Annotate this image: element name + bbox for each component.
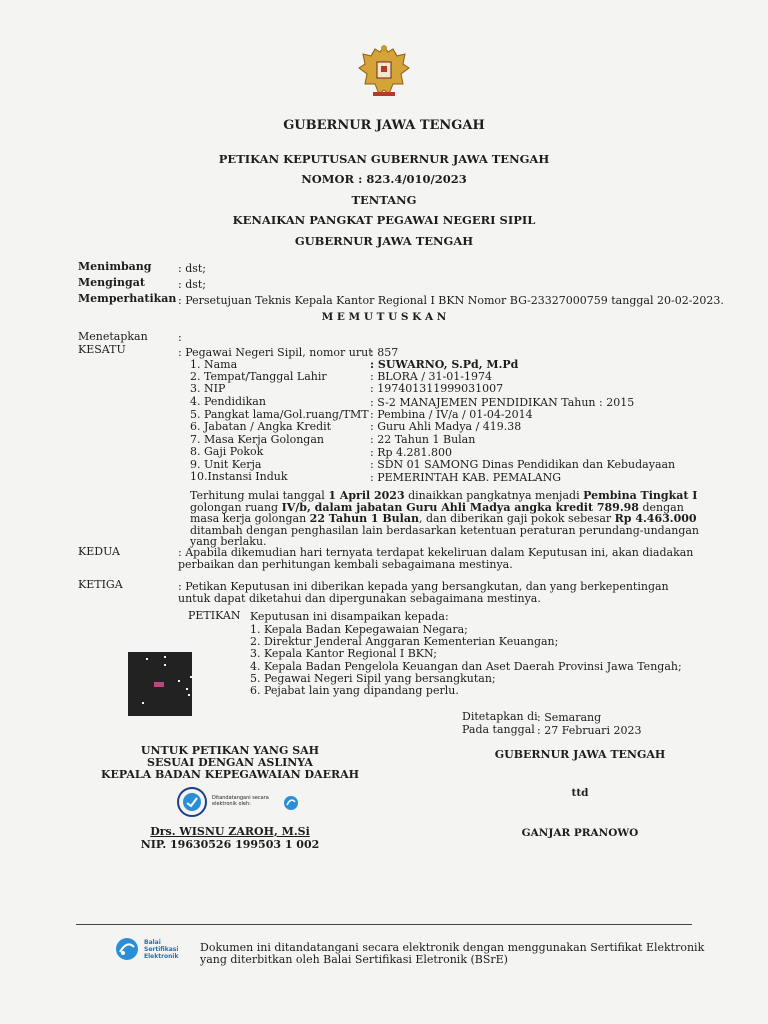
field-value: : Guru Ahli Madya / 419.38	[370, 420, 522, 433]
field-label: 10.Instansi Induk	[190, 470, 288, 483]
kedua-label: KEDUA	[78, 545, 120, 558]
field-value: : PEMERINTAH KAB. PEMALANG	[370, 471, 562, 484]
mengingat-value: : dst;	[178, 278, 207, 291]
field-label: 8. Gaji Pokok	[190, 445, 264, 458]
field-label: 7. Masa Kerja Golongan	[190, 433, 324, 446]
menetapkan-label: Menetapkan	[78, 330, 148, 343]
field-label: 2. Tempat/Tanggal Lahir	[190, 370, 327, 383]
menetapkan-colon: :	[178, 331, 182, 344]
list-item: 5. Pegawai Negeri Sipil yang bersangkutan;	[250, 672, 496, 685]
field-label: 1. Nama	[190, 358, 238, 371]
field-label: 6. Jabatan / Angka Kredit	[190, 420, 332, 433]
decree-subject: KENAIKAN PANGKAT PEGAWAI NEGERI SIPIL	[232, 213, 536, 227]
field-value: : SDN 01 SAMONG Dinas Pendidikan dan Kebudayaan	[370, 458, 676, 471]
ditetapkan-value: : Semarang	[537, 711, 602, 724]
bsre-logo-icon	[282, 794, 300, 812]
decree-about: TENTANG	[351, 193, 417, 207]
field-value: : Pembina / IV/a / 01-04-2014	[370, 408, 533, 421]
memutuskan-heading: M E M U T U S K A N	[321, 311, 447, 323]
menimbang-value: : dst;	[178, 262, 207, 275]
field-label: 4. Pendidikan	[190, 395, 266, 408]
right-sig-ttd: ttd	[571, 787, 589, 799]
footer-line2: yang diterbitkan oleh Balai Sertifikasi Eletronik (BSrE)	[200, 953, 508, 966]
bsre-seal-icon	[176, 786, 208, 818]
list-item: 3. Kepala Kantor Regional I BKN;	[250, 647, 437, 660]
kesatu-paragraph: Terhitung mulai tanggal 1 April 2023 dinaikkan pangkatnya menjadi Pembina Tingkat I golongan ruang IV/b, dalam jabatan Guru Ahli Madya angka kredit 789.98 dengan masa kerja golongan 22 Tahun 1 Bulan, dan diberikan gaji pokok sebesar Rp 4.463.000 ditambah dengan penghasilan lain berdasarkan ketentuan peraturan perundang-undangan yang berlaku.	[190, 489, 700, 549]
ketiga-label: KETIGA	[78, 578, 123, 591]
footer-line1: Dokumen ini ditandatangani secara elektronik dengan menggunakan Sertifikat Elektronik	[200, 941, 705, 954]
field-label: 5. Pangkat lama/Gol.ruang/TMT	[190, 408, 369, 421]
petikan-intro: Keputusan ini disampaikan kepada:	[250, 610, 449, 623]
tanggal-value: : 27 Februari 2023	[537, 724, 642, 737]
field-value: : BLORA / 31-01-1974	[370, 370, 492, 383]
right-sig-title: GUBERNUR JAWA TENGAH	[494, 748, 666, 761]
memperhatikan-label: Memperhatikan	[78, 292, 177, 305]
qr-code	[128, 652, 192, 716]
decree-issuer: GUBERNUR JAWA TENGAH	[294, 234, 474, 248]
list-item: 4. Kepala Badan Pengelola Keuangan dan Aset Daerah Provinsi Jawa Tengah;	[250, 660, 682, 673]
right-sig-name: GANJAR PRANOWO	[521, 827, 639, 839]
field-value: : S-2 MANAJEMEN PENDIDIKAN Tahun : 2015	[370, 396, 635, 409]
left-sig-line3: KEPALA BADAN KEPEGAWAIAN DAERAH	[100, 768, 360, 781]
field-value: : SUWARNO, S.Pd, M.Pd	[370, 358, 519, 371]
mengingat-label: Mengingat	[78, 276, 145, 289]
ditetapkan-label: Ditetapkan di	[462, 710, 538, 723]
menimbang-label: Menimbang	[78, 260, 152, 273]
tanggal-label: Pada tanggal	[462, 723, 535, 736]
left-sig-line2: SESUAI DENGAN ASLINYA	[147, 756, 313, 769]
ketiga-text: : Petikan Keputusan ini diberikan kepada yang bersangkutan, dan yang berkepentingan untuk dapat diketahui dan dipergunakan sebagaimana mestinya.	[178, 580, 669, 605]
list-item: 2. Direktur Jenderal Anggaran Kementerian Keuangan;	[250, 635, 559, 648]
left-sig-name: Drs. WISNU ZAROH, M.Si	[150, 825, 310, 838]
bsre-globe-icon	[114, 936, 140, 962]
bsre-footer-logo: Balai Sertifikasi Elektronik	[114, 936, 194, 964]
garuda-emblem-icon	[353, 40, 415, 102]
field-label: 3. NIP	[190, 382, 226, 395]
field-label: 9. Unit Kerja	[190, 458, 262, 471]
left-sig-line1: UNTUK PETIKAN YANG SAH	[140, 744, 320, 757]
header-title: GUBERNUR JAWA TENGAH	[283, 118, 485, 133]
kedua-text: : Apabila dikemudian hari ternyata terdapat kekeliruan dalam Keputusan ini, akan diadakan perbaikan dan perhitungan kembali sebagaimana mestinya.	[178, 546, 694, 571]
decree-number: NOMOR : 823.4/010/2023	[301, 172, 467, 186]
petikan-label: PETIKAN	[188, 609, 241, 622]
field-value: : 197401311999031007	[370, 382, 504, 395]
list-item: 6. Pejabat lain yang dipandang perlu.	[250, 684, 459, 697]
kesatu-intro-value: : 857	[370, 346, 399, 359]
field-value: : Rp 4.281.800	[370, 446, 453, 459]
electronic-signature-stamp: Ditandatangani secara elektronik oleh:	[176, 786, 302, 818]
decree-title: PETIKAN KEPUTUSAN GUBERNUR JAWA TENGAH	[218, 152, 550, 166]
kesatu-label: KESATU	[78, 343, 126, 356]
left-sig-nip: NIP. 19630526 199503 1 002	[140, 838, 320, 851]
field-value: : 22 Tahun 1 Bulan	[370, 433, 476, 446]
memperhatikan-value: : Persetujuan Teknis Kepala Kantor Regional I BKN Nomor BG-23327000759 tanggal 20-02-2023.	[178, 294, 724, 307]
kesatu-intro: : Pegawai Negeri Sipil, nomor urut	[178, 346, 373, 359]
list-item: 1. Kepala Badan Kepegawaian Negara;	[250, 623, 468, 636]
footer-divider	[76, 924, 692, 925]
